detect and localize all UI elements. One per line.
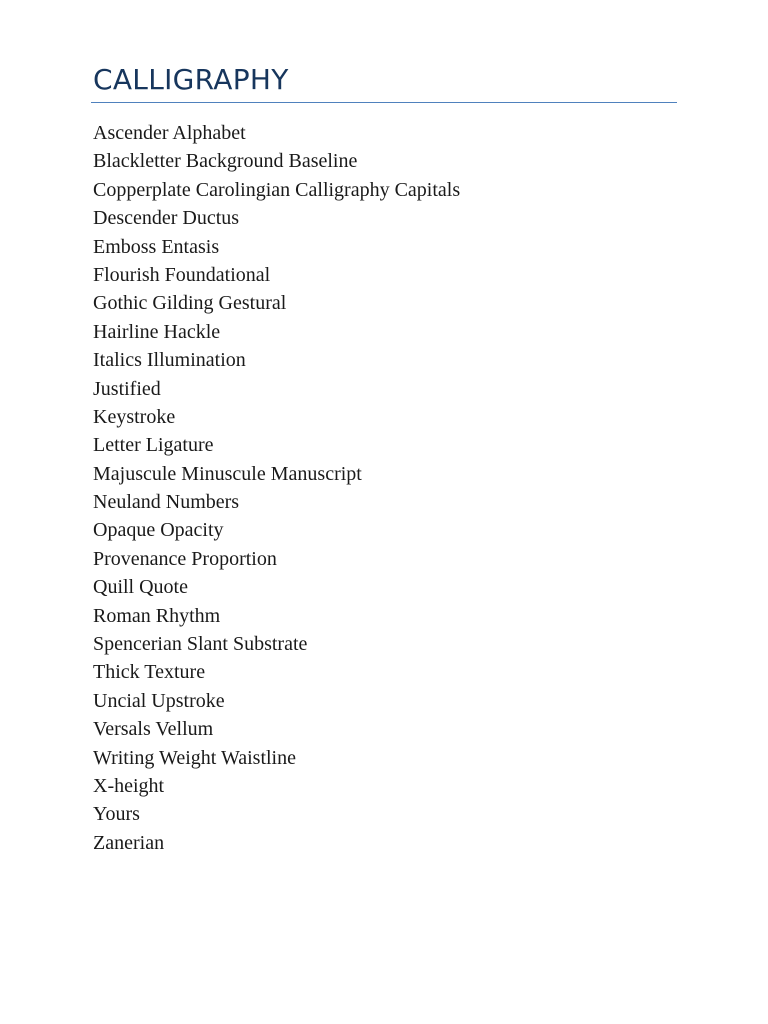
list-item: Opaque Opacity bbox=[93, 519, 224, 542]
list-item: Keystroke bbox=[93, 405, 176, 428]
list-item: Descender Ductus bbox=[93, 207, 240, 230]
term-list bbox=[93, 119, 460, 857]
list-item: X-height bbox=[93, 774, 165, 797]
list-item: Italics Illumination bbox=[93, 349, 246, 372]
list-item: Versals Vellum bbox=[93, 718, 214, 741]
list-item: Spencerian Slant Substrate bbox=[93, 633, 308, 656]
list-item: Roman Rhythm bbox=[93, 604, 221, 627]
list-item: Flourish Foundational bbox=[93, 263, 271, 286]
list-item: Blackletter Background Baseline bbox=[93, 150, 358, 173]
list-item: Thick Texture bbox=[93, 661, 206, 684]
list-item: Quill Quote bbox=[93, 576, 188, 599]
list-item: Hairline Hackle bbox=[93, 320, 221, 343]
list-item: Ascender Alphabet bbox=[93, 122, 246, 144]
title-underline bbox=[91, 102, 677, 103]
list-item: Uncial Upstroke bbox=[93, 689, 225, 712]
list-item: Justified bbox=[93, 377, 161, 400]
list-item: Majuscule Minuscule Manuscript bbox=[93, 462, 362, 485]
list-item: Letter Ligature bbox=[93, 434, 214, 457]
list-item: Copperplate Carolingian Calligraphy Capitals bbox=[93, 178, 461, 201]
page-title: CALLIGRAPHY bbox=[93, 63, 289, 96]
list-item: Emboss Entasis bbox=[93, 235, 220, 258]
list-item: Provenance Proportion bbox=[93, 547, 277, 570]
list-item: Writing Weight Waistline bbox=[93, 746, 296, 769]
list-item: Yours bbox=[93, 803, 140, 826]
list-item: Neuland Numbers bbox=[93, 491, 240, 514]
list-item: Gothic Gilding Gestural bbox=[93, 292, 287, 315]
list-item: Zanerian bbox=[93, 831, 165, 854]
